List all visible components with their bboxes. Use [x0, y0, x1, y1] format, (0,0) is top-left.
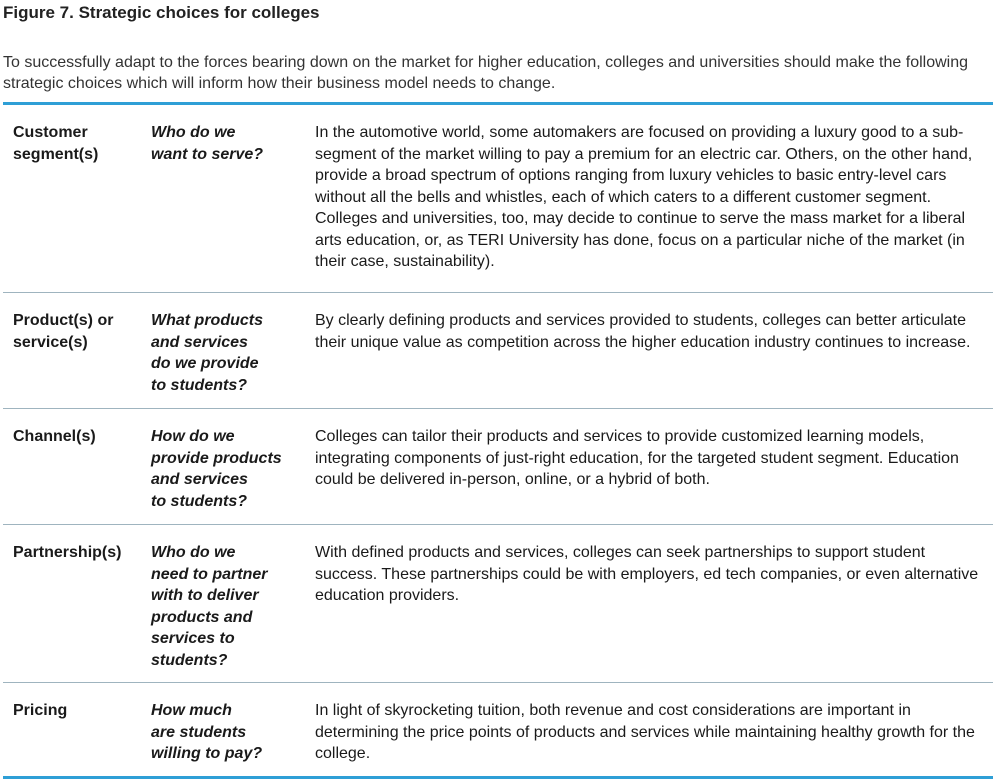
question-line: products and: [151, 608, 253, 626]
row-label: Pricing: [13, 702, 68, 719]
row-description: With defined products and services, colleges can seek partnerships to support student success. These partnerships could be with employers, ed tech companies, or even alternative education providers.: [315, 544, 979, 604]
table-row-pricing: [3, 682, 993, 776]
row-question: [151, 409, 307, 524]
question-line: services to: [151, 630, 235, 647]
row-description: In light of skyrocketing tuition, both revenue and cost considerations are important in determining the price points of products and services while maintaining healthy growth for the college.: [315, 702, 975, 762]
question-line: want to serve?: [151, 145, 264, 163]
strategic-choices-table: [3, 102, 993, 779]
table-row-products-services: [3, 292, 993, 408]
row-question: [151, 525, 307, 682]
question-line: and services: [151, 333, 248, 351]
question-line: and services: [151, 471, 248, 488]
question-line: provide products: [151, 449, 282, 467]
row-label: Customer segment(s): [13, 124, 99, 163]
table-row-channels: [3, 408, 993, 524]
question-line: How do we: [151, 428, 235, 445]
row-description: By clearly defining products and services provided to students, colleges can better articulate their unique value as competition across the higher education industry continues to increase.: [315, 312, 971, 351]
question-line: to students?: [151, 376, 247, 394]
question-line: Who do we: [151, 124, 236, 141]
row-label: Channel(s): [13, 428, 96, 445]
figure-title: Figure 7. Strategic choices for colleges: [3, 3, 320, 22]
question-line: students?: [151, 651, 228, 669]
question-line: are students: [151, 723, 247, 741]
question-line: Who do we: [151, 544, 236, 561]
question-line: do we provide: [151, 355, 259, 372]
table-row-partnerships: [3, 524, 993, 682]
row-question: [151, 105, 307, 292]
question-line: What products: [151, 312, 263, 329]
figure-intro: To successfully adapt to the forces bearing down on the market for higher education, colleges and universities should make the following strategic choices which will inform how their business model needs to change.: [3, 54, 968, 92]
question-line: to students?: [151, 492, 247, 510]
question-line: with to deliver: [151, 587, 259, 604]
question-line: How much: [151, 702, 232, 719]
table-row-customer-segments: [3, 105, 993, 292]
row-description: Colleges can tailor their products and services to provide customized learning models, integrating components of just-right education, for the targeted student segment. Education could be delivered in-person, online, or a hybrid of both.: [315, 428, 959, 488]
row-question: [151, 293, 307, 408]
question-line: need to partner: [151, 565, 268, 583]
question-line: willing to pay?: [151, 745, 263, 762]
row-label: Product(s) or service(s): [13, 312, 114, 351]
row-description: In the automotive world, some automakers are focused on providing a luxury good to a sub-segment of the market willing to pay a premium for an electric car. Others, on the other hand, provide a broad spectrum of options ranging from luxury vehicles to basic entry-level cars without all the bells and whistles, each of which caters to a different customer segment. Colleges and universities, too, may decide to continue to serve the mass market for a liberal arts education, or, as TERI University has done, focus on a particular niche of the market (in their case, sustainability).: [315, 124, 973, 270]
row-question: [151, 683, 307, 776]
row-label: Partnership(s): [13, 544, 122, 561]
